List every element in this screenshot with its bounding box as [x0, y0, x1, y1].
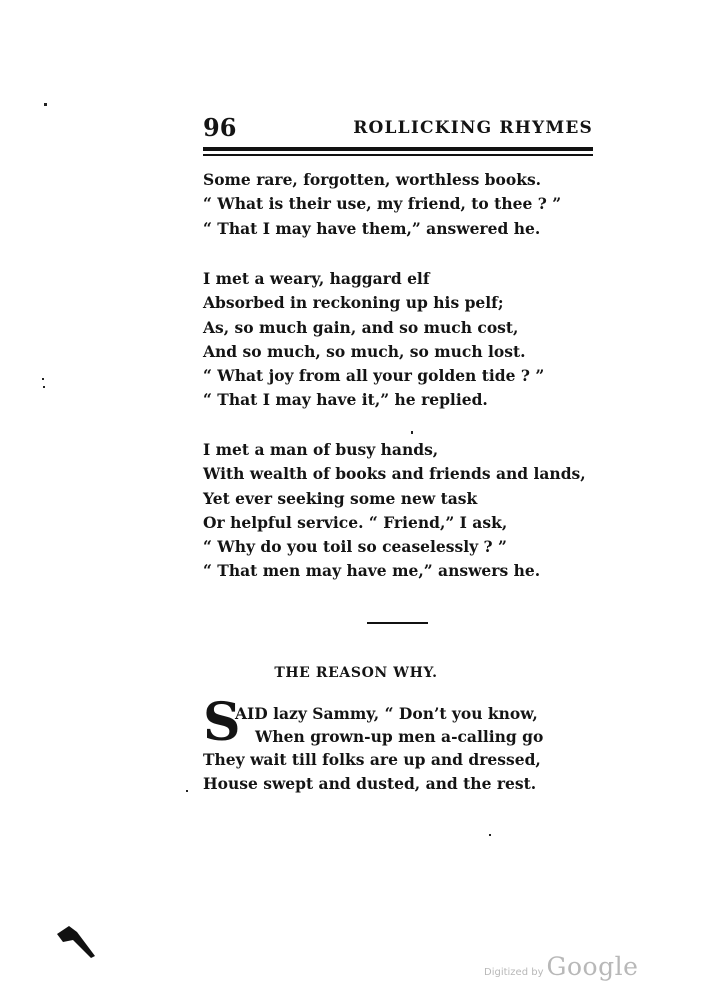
section-separator	[367, 622, 428, 624]
verse-line: AID lazy Sammy, “ Don’t you know,	[235, 704, 538, 723]
verse-line: Yet ever seeking some new task	[203, 488, 478, 508]
scan-speck	[44, 103, 47, 106]
verse-line: As, so much gain, and so much cost,	[203, 317, 519, 337]
verse-line: “ That men may have me,” answers he.	[203, 561, 541, 581]
stanza-3	[203, 438, 586, 584]
drop-cap: S	[203, 692, 241, 753]
verse-line: When grown-up men a-calling go	[255, 727, 544, 746]
corner-arrow-mark	[55, 924, 97, 960]
verse-line: I met a weary, haggard elf	[203, 269, 430, 288]
verse-line: They wait till folks are up and dressed,	[203, 750, 541, 769]
verse-line: With wealth of books and friends and lands,	[203, 464, 586, 484]
verse-line: Some rare, forgotten, worthless books.	[203, 170, 542, 189]
verse-line: Or helpful service. “ Friend,” I ask,	[203, 512, 508, 532]
stanza-1	[203, 168, 561, 241]
digitized-watermark	[484, 952, 638, 981]
verse-line: House swept and dusted, and the rest.	[203, 774, 537, 793]
verse-line: Absorbed in reckoning up his pelf;	[203, 293, 504, 313]
watermark-brand: Google	[546, 952, 639, 981]
verse-line: “ That I may have them,” answered he.	[203, 218, 541, 238]
verse-line: “ That I may have it,” he replied.	[203, 390, 488, 410]
watermark-prefix: Digitized by	[484, 967, 544, 978]
scan-speck	[489, 834, 491, 836]
verse-line: I met a man of busy hands,	[203, 440, 439, 459]
stanza-2	[203, 267, 544, 413]
header-rule-thick	[203, 147, 593, 151]
verse-line: “ What joy from all your golden tide ? ”	[203, 366, 545, 386]
verse-line: “ What is their use, my friend, to thee ? ”	[203, 194, 562, 214]
poem-title: THE REASON WHY.	[274, 665, 438, 681]
scan-speck	[186, 790, 188, 792]
page-number: 96	[203, 113, 237, 142]
verse-line: “ Why do you toil so ceaselessly ? ”	[203, 537, 507, 557]
scan-speck	[42, 378, 44, 380]
scan-speck	[43, 386, 45, 388]
running-title: ROLLICKING RHYMES	[353, 118, 593, 138]
scan-speck	[411, 431, 413, 434]
page-header	[203, 113, 593, 143]
verse-line: And so much, so much, so much lost.	[203, 341, 526, 361]
header-rule-thin	[203, 154, 593, 156]
